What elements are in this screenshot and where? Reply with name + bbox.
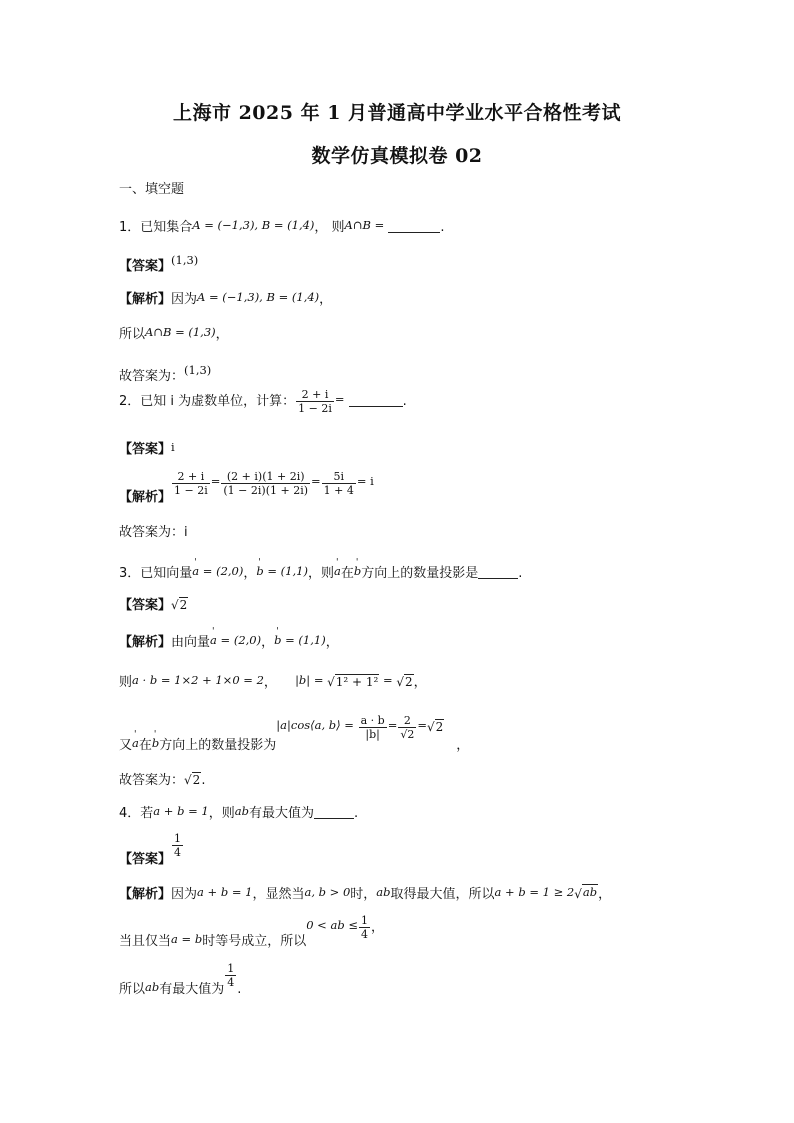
q2-final: 故答案为：i [119, 525, 188, 540]
q3-stem [119, 562, 522, 583]
q1-final-text: 故答案为： [119, 369, 185, 384]
q1-so-math: A∩B = (1,3) [145, 325, 216, 339]
q4-m4-rad: ab [582, 885, 598, 899]
q3-answer [119, 596, 188, 615]
q3-proj-res: 2 [435, 720, 444, 734]
q4-b3: ， [370, 920, 384, 935]
q2-frac-num: 2 + i [301, 388, 329, 401]
q4-m4-sqrt: √ab [574, 885, 598, 901]
q4-a4: 取得最大值，所以 [390, 887, 495, 902]
q1-final [119, 361, 211, 386]
q4-stem-mid: ，则 [208, 806, 235, 821]
q3-comma: ， [243, 566, 257, 581]
q3-proj-den2: 2 [407, 728, 415, 741]
q4-b-den: 4 [360, 928, 368, 941]
q3-final-sqrt: √2 [184, 773, 201, 787]
q3-norm-eq: = [379, 673, 397, 687]
q1-stem-math2: A∩B = [344, 218, 385, 232]
q4-c-den: 4 [227, 976, 235, 989]
q4-analysis-label: 【解析】 [119, 887, 172, 902]
q3-stem-prefix: 3．已知向量 [119, 566, 193, 581]
q1-analysis-label: 【解析】 [119, 292, 172, 307]
q3-on: 在 [340, 566, 354, 581]
q2-f1-num: 2 + i [177, 470, 205, 483]
q2-f3-den: 1 + 4 [323, 484, 354, 497]
q2-result: = i [356, 474, 374, 488]
doc-title-line1: 上海市 2025 年 1 月普通高中学业水平合格性考试 [172, 102, 622, 124]
q4-analysis [119, 883, 611, 904]
q4-c-num: 1 [227, 962, 235, 975]
doc-title-line2: 数学仿真模拟卷 02 [311, 145, 483, 167]
q1-answer [119, 251, 198, 276]
q2-frac-den: 1 − 2i [298, 402, 332, 415]
q4-m4: a + b = 1 ≥ 2 [494, 885, 575, 899]
q4-cond [119, 914, 384, 951]
q2-answer-label: 【答案】 [119, 442, 172, 457]
q4-c3: . [237, 982, 242, 997]
q3-vec-b: ' b = (1,1) [256, 562, 308, 580]
q3-proj-num: a · b [360, 714, 385, 727]
q3-analysis-end: ， [325, 635, 339, 650]
q4-a3: 时， [350, 887, 377, 902]
q3-also-tail: 方向上的数量投影为 [159, 738, 277, 753]
q3-vec-a: ' a = (2,0) [192, 562, 243, 580]
q3-analysis-vec-a: ' a = (2,0) [210, 631, 261, 649]
q2-eq: = [334, 392, 345, 406]
q4-stem-tail: 有最大值为 [248, 806, 314, 821]
q1-stem-end: . [440, 220, 445, 235]
q2-f1-den: 1 − 2i [174, 484, 208, 497]
q2-f3-num: 5i [333, 470, 345, 483]
q3-norm-res-sqrt: √2 [396, 675, 413, 689]
q3-also-a: ' a [132, 734, 139, 752]
q3-proj-den2-wrap: √2 [400, 728, 415, 741]
q3-final-text: 故答案为： [119, 773, 185, 788]
q2-analysis-label: 【解析】 [119, 490, 172, 505]
q3-also-text: 又 [119, 738, 133, 753]
q3-b: ' b [354, 562, 361, 580]
q2-frac1 [172, 470, 210, 497]
q2-answer-blank [349, 392, 403, 407]
q3-analysis [119, 631, 339, 652]
q3-also-end: ， [456, 738, 470, 753]
q3-answer-sqrt: √2 [171, 598, 188, 612]
q4-m2: a, b > 0 [304, 885, 351, 899]
q2-fraction [296, 388, 334, 415]
q3-then-text: 则 [119, 675, 133, 690]
q4-c2: 有最大值为 [159, 982, 225, 997]
section-heading: 一、填空题 [119, 182, 185, 197]
q4-answer [119, 832, 184, 869]
q4-final [119, 962, 241, 999]
q1-so-text: 所以 [119, 327, 146, 342]
q1-answer-label: 【答案】 [119, 259, 172, 274]
q3-stem-mid: ，则 [307, 566, 334, 581]
q4-stem-end: . [353, 806, 359, 821]
q1-stem-prefix: 1．已知集合 [119, 220, 193, 235]
q4-b2: 时等号成立，所以 [202, 934, 307, 949]
q4-answer-frac [172, 832, 183, 859]
q2-f2-num: (2 + i)(1 + 2i) [226, 470, 305, 483]
q3-final [119, 771, 205, 790]
q1-analysis-math: A = (−1,3), B = (1,4) [197, 290, 320, 304]
q1-stem [119, 216, 445, 237]
q4-ans-den: 4 [174, 846, 182, 859]
q3-answer-blank [478, 564, 518, 579]
q3-answer-label: 【答案】 [119, 598, 172, 613]
q4-a5: ， [598, 887, 612, 902]
q3-analysis-comma: ， [261, 635, 275, 650]
q3-norm-radicand: 1² + 1² [335, 675, 379, 689]
q4-ans-num: 1 [174, 832, 182, 845]
q3-proj-num2: 2 [403, 714, 411, 727]
q4-stem [119, 802, 358, 823]
q4-answer-blank [314, 804, 354, 819]
q1-final-math: (1,3) [184, 363, 212, 377]
q3-end-comma: ， [413, 675, 427, 690]
q3-stem-tail: 方向上的数量投影是 [361, 566, 479, 581]
q4-cm1: ab [145, 980, 160, 994]
q3-analysis-label: 【解析】 [119, 635, 172, 650]
q3-stem-end: . [518, 566, 523, 581]
q4-answer-label: 【答案】 [119, 852, 172, 867]
q1-analysis [119, 288, 332, 309]
q4-m3: ab [376, 885, 391, 899]
q4-cond-frac [359, 914, 370, 941]
q3-then-comma: ， [263, 675, 277, 690]
q1-analysis-text: 因为 [171, 292, 198, 307]
q3-proj-lhs: |a|cos⟨a, b⟩ = [276, 718, 358, 732]
q3-norm-sqrt: √1² + 1² [327, 675, 379, 689]
q1-answer-blank [388, 218, 440, 233]
q4-a1: 因为 [171, 887, 198, 902]
q2-answer [119, 438, 175, 459]
q4-b-num: 1 [360, 914, 368, 927]
q1-stem-mid: ， 则 [314, 220, 345, 235]
q3-analysis-vec-b: ' b = (1,1) [274, 631, 326, 649]
q3-final-radicand: 2 [192, 773, 201, 787]
q2-stem-prefix: 2．已知 i 为虚数单位，计算： [119, 394, 296, 409]
q3-final-end: . [201, 773, 206, 788]
q3-norm-pre: |b| = [295, 673, 328, 687]
q2-stem [119, 388, 407, 415]
q4-ab: ab [234, 804, 249, 818]
q2-frac2 [221, 470, 310, 497]
q3-also-b: ' b [152, 734, 159, 752]
q2-stem-end: . [402, 394, 407, 409]
q1-analysis-end: ， [319, 292, 333, 307]
q4-stem-prefix: 4．若 [119, 806, 154, 821]
q3-also: 又' a在' b方向上的数量投影为|a|cos⟨a, b⟩ = $\frac{a \cdot b}{|b|}$ = $\frac{2}{√2}$ =√2， [119, 714, 469, 755]
q2-analysis: 【解析】 $\frac{2 + i}{1 - 2i}$ = $\frac{(2 + i)(1 + 2i)}{(1 - 2i)(1 + 2i)}$ = $\frac{5i}{1 + 4}$ = i [119, 470, 374, 505]
q1-so [119, 323, 229, 344]
q4-final-frac [225, 962, 236, 989]
q2-f2-den: (1 − 2i)(1 + 2i) [223, 484, 309, 497]
q3-answer-radicand: 2 [179, 598, 188, 612]
q3-norm-res: 2 [404, 675, 413, 689]
q2-frac3 [322, 470, 356, 497]
q4-a2: ，显然当 [252, 887, 305, 902]
q1-answer-value: (1,3) [171, 253, 199, 267]
q3-proj-den: |b| [359, 727, 387, 741]
q3-proj-frac [359, 714, 387, 741]
q4-bm1: a = b [171, 932, 203, 946]
q1-stem-math: A = (−1,3), B = (1,4) [192, 218, 315, 232]
q3-also-on: 在 [138, 738, 152, 753]
q3-then [119, 671, 427, 692]
q3-proj-res-sqrt: √2 [427, 720, 444, 734]
q1-so-end: ， [215, 327, 229, 342]
q4-stem-math: a + b = 1 [153, 804, 209, 818]
q4-c1: 所以 [119, 982, 146, 997]
q2-answer-value: i [171, 440, 175, 454]
q3-dot: a · b = 1×2 + 1×0 = 2 [132, 673, 264, 687]
q3-proj-frac2 [398, 714, 416, 741]
q4-bm2: 0 < ab ≤ [306, 918, 358, 932]
q4-m1: a + b = 1 [197, 885, 253, 899]
q3-a: ' a [334, 562, 341, 580]
q3-analysis-text: 由向量 [171, 635, 211, 650]
q4-b1: 当且仅当 [119, 934, 172, 949]
